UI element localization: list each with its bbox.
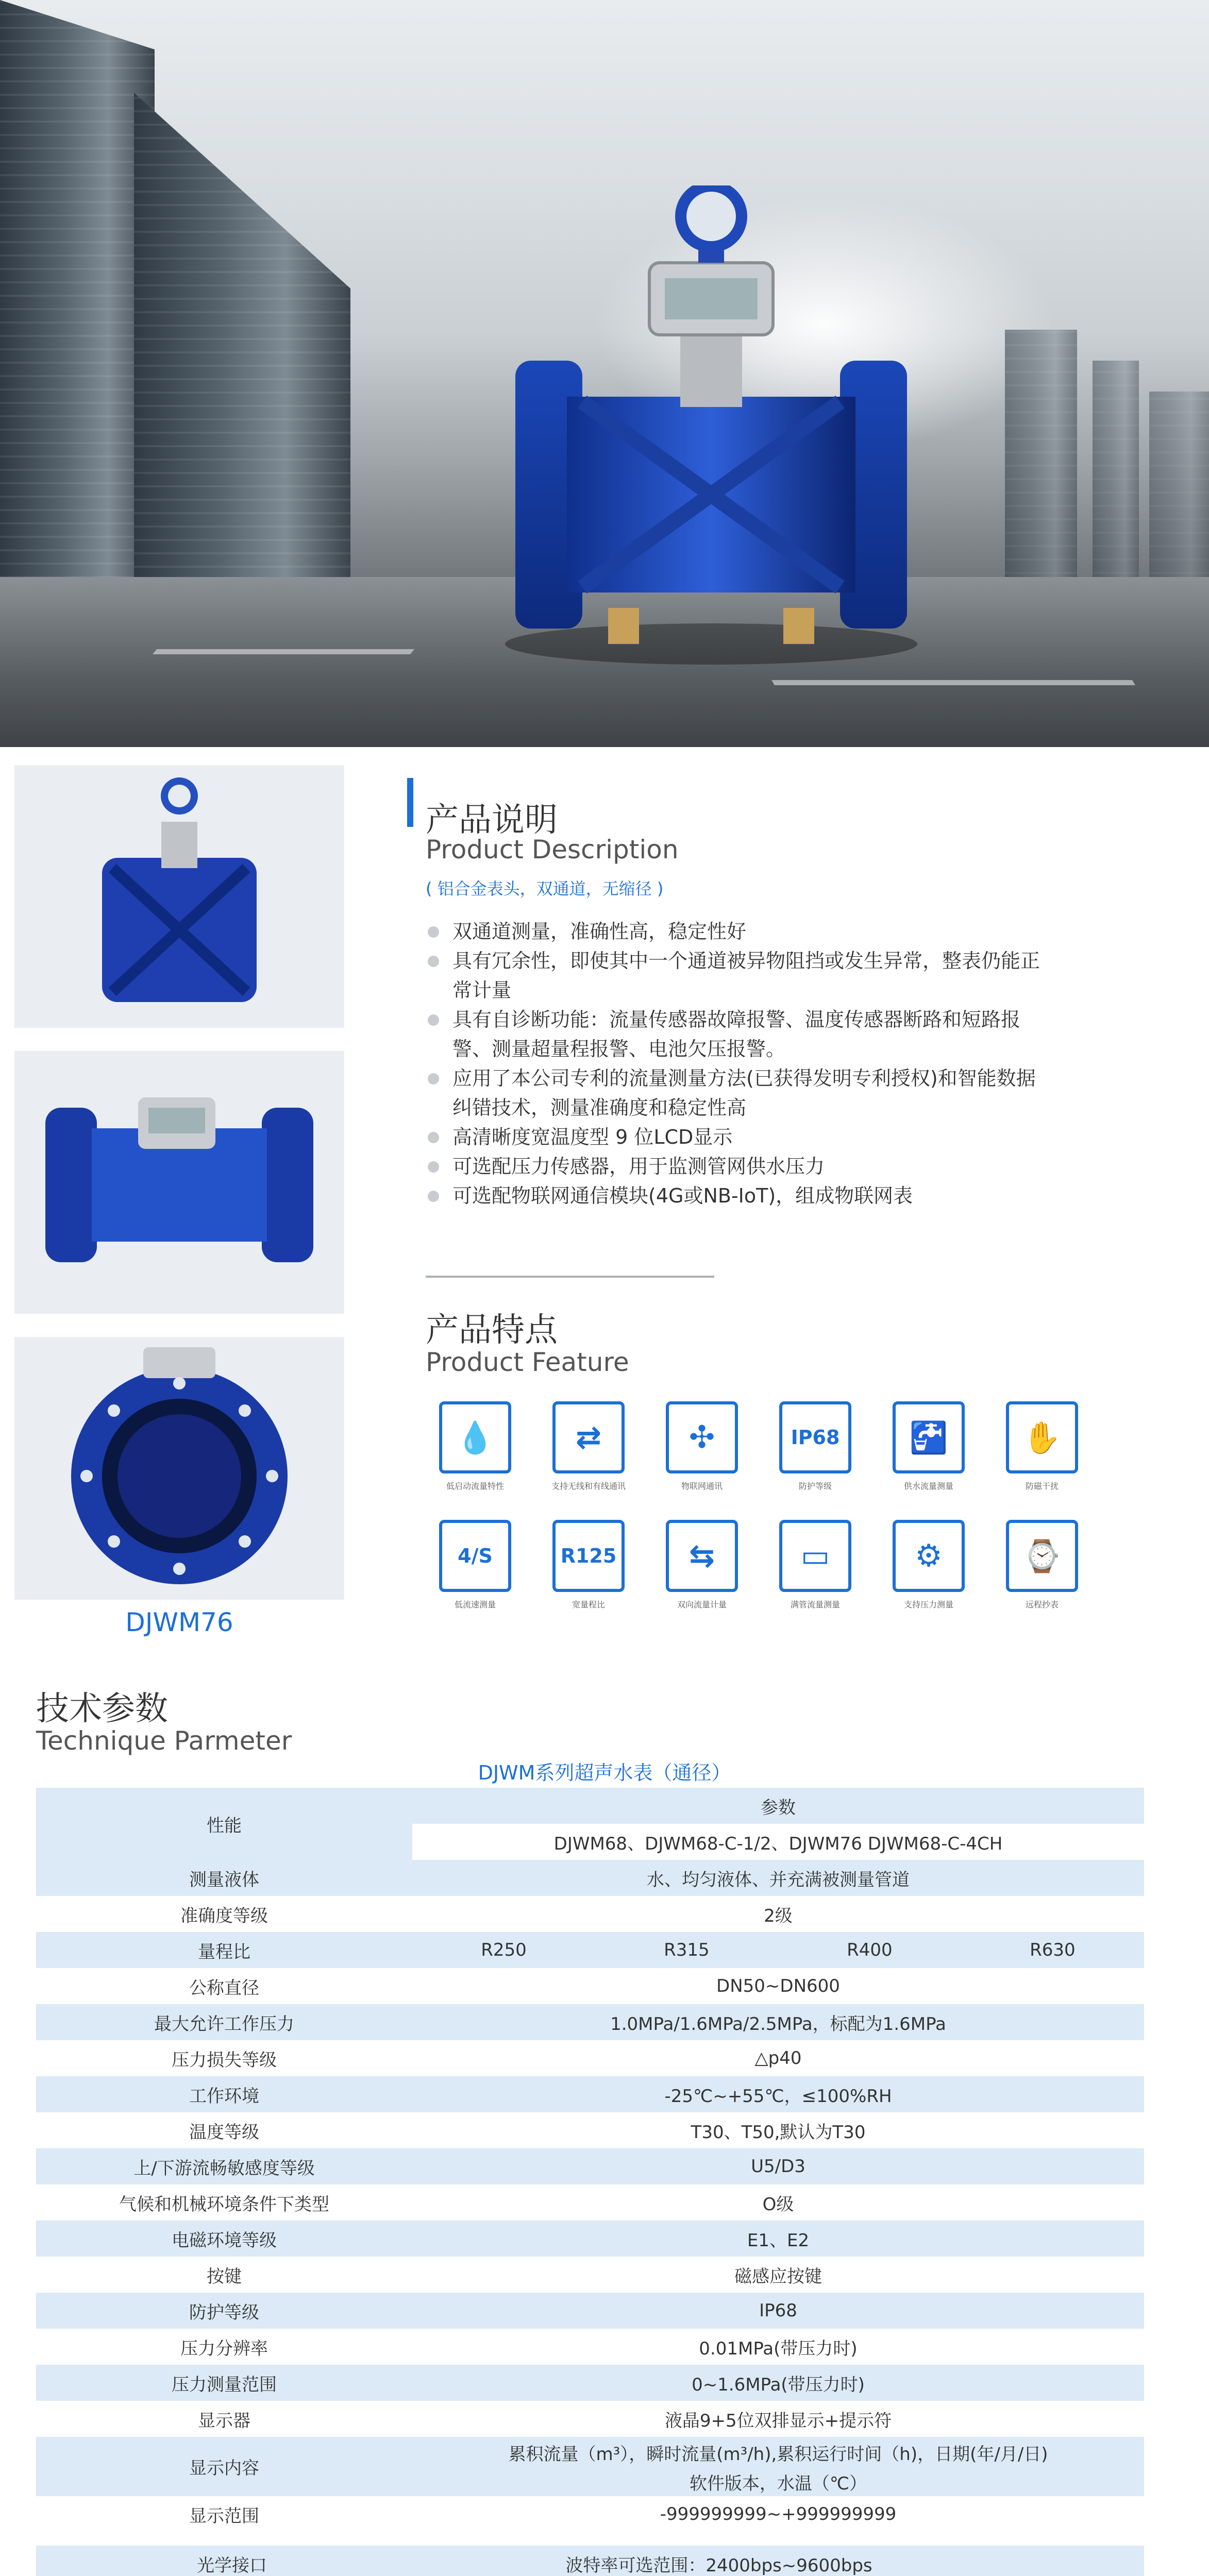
building-left-2 [134, 93, 350, 608]
product-feature-title-en: Product Feature [426, 1347, 629, 1377]
usb-wifi-icon: ⇄ [552, 1401, 625, 1473]
desc-item: 可选配压力传感器，用于监测管网供水压力 [428, 1152, 1046, 1181]
anti-tamper-icon: ✋ [1006, 1401, 1078, 1473]
spec-value: R250 [412, 1932, 595, 1968]
spec-key: 工作环境 [36, 2076, 412, 2112]
feature-label: 低流速测量 [454, 1600, 496, 1609]
meter-photo-flange [14, 1337, 344, 1600]
feature-label: 双向流量计量 [677, 1600, 727, 1609]
model-label: DJWM76 [125, 1607, 233, 1637]
spec-value: U5/D3 [412, 2148, 1144, 2184]
spec-key: 准确度等级 [36, 1896, 412, 1932]
spec-key: 上/下游流畅敏感度等级 [36, 2148, 412, 2184]
spec-subkey: 光学接口 [170, 2546, 294, 2576]
spec-key: 电磁环境等级 [36, 2221, 412, 2257]
ultrasonic-meter-image [495, 185, 928, 680]
desc-item: 具有自诊断功能：流量传感器故障报警、温度传感器断路和短路报警、测量超量程报警、电池欠压报警。 [428, 1005, 1046, 1064]
four-s-icon: 4/S [439, 1520, 511, 1592]
spec-value: DN50~DN600 [412, 1968, 1144, 2004]
desc-item: 可选配物联网通信模块(4G或NB-IoT)，组成物联网表 [428, 1181, 1046, 1211]
feature-label: 物联网通讯 [681, 1481, 723, 1491]
building-left [0, 0, 155, 618]
spec-value: 2级 [412, 1896, 1144, 1932]
feature-label: 满管流量测量 [790, 1600, 840, 1609]
spec-value: R400 [778, 1932, 961, 1968]
building-right-3 [1149, 392, 1209, 587]
spec-value: 参数 [412, 1788, 1144, 1824]
spec-value: -25℃~+55℃，≤100%RH [412, 2076, 1144, 2112]
r125-icon: R125 [552, 1520, 625, 1592]
desc-item: 应用了本公司专利的流量测量方法(已获得发明专利授权)和智能数据纠错技术，测量准确度和稳定性高 [428, 1064, 1046, 1123]
tech-title: 技术参数 [36, 1690, 168, 1728]
spec-table-title: DJWM系列超声水表（通径） [478, 1761, 731, 1784]
spec-value: 磁感应按键 [412, 2257, 1144, 2293]
spec-value: 软件版本，水温（℃） [412, 2468, 1144, 2496]
spec-key [36, 2546, 170, 2576]
desc-item: 具有冗余性，即使其中一个通道被异物阻挡或发生异常，整表仍能正常计量 [428, 946, 1046, 1005]
tap-icon: 🚰 [893, 1401, 965, 1473]
spec-value: O级 [412, 2184, 1144, 2221]
feature-label: 支持无线和有线通讯 [551, 1481, 626, 1491]
sensor-icon: ⚙ [893, 1520, 965, 1592]
product-photo-2 [14, 1051, 344, 1314]
spec-key: 最大允许工作压力 [36, 2004, 412, 2040]
product-photo-3 [14, 1337, 344, 1600]
meter-dial-icon: ⌚ [1006, 1520, 1078, 1592]
feature-label: 防护等级 [798, 1481, 832, 1491]
product-feature-title: 产品特点 [426, 1311, 558, 1349]
spec-value: T30、T50,默认为T30 [412, 2112, 1144, 2148]
pipe-icon: ▭ [779, 1520, 851, 1592]
spec-key: 气候和机械环境条件下类型 [36, 2184, 412, 2221]
ip68-icon: IP68 [779, 1401, 851, 1473]
spec-value: IP68 [412, 2293, 1144, 2329]
spec-value: 累积流量（m³），瞬时流量(m³/h),累积运行时间（h)，日期(年/月/日) [412, 2437, 1144, 2468]
spec-key: 按键 [36, 2257, 412, 2293]
building-right-2 [1093, 361, 1139, 587]
feature-label: 支持压力测量 [903, 1600, 953, 1609]
spec-key: 公称直径 [36, 1968, 412, 2004]
product-desc-title-en: Product Description [426, 835, 679, 865]
road-line [153, 649, 414, 654]
spec-value: R315 [595, 1932, 778, 1968]
product-desc-list [428, 917, 1046, 1211]
meter-photo-side [14, 1051, 344, 1314]
spec-key: 压力测量范围 [36, 2365, 412, 2401]
divider [426, 1276, 714, 1278]
spec-key: 显示内容 [36, 2437, 412, 2496]
spec-value: △p40 [412, 2040, 1144, 2076]
spec-value: 0.01MPa(带压力时) [412, 2329, 1144, 2365]
product-desc-title: 产品说明 [426, 801, 558, 839]
building-right [1005, 330, 1077, 587]
spec-value: 水、均匀液体、并充满被测量管道 [412, 1860, 1144, 1896]
feature-label: 低启动流量特性 [446, 1481, 504, 1491]
spec-value: 液晶9+5位双排显示+提示符 [412, 2401, 1144, 2437]
spec-value: DJWM68、DJWM68-C-1/2、DJWM76 DJWM68-C-4CH [412, 1824, 1144, 1860]
product-photo-1 [14, 765, 344, 1028]
spec-key: 量程比 [36, 1932, 412, 1968]
spec-value: R630 [961, 1932, 1144, 1968]
water-drop-icon: 💧 [439, 1401, 511, 1473]
spec-value: 1.0MPa/1.6MPa/2.5MPa，标配为1.6MPa [412, 2004, 1144, 2040]
spec-table [36, 1788, 1144, 2532]
comm-spec-table [36, 2546, 1144, 2576]
spec-value: E1、E2 [412, 2221, 1144, 2257]
feature-label: 供水流量测量 [903, 1481, 953, 1491]
meter-photo-front [14, 765, 344, 1028]
spec-value: -999999999~+999999999 [412, 2496, 1144, 2532]
spec-key: 压力损失等级 [36, 2040, 412, 2076]
spec-value: 0~1.6MPa(带压力时) [412, 2365, 1144, 2401]
spec-key: 性能 [36, 1788, 412, 1860]
spec-key: 防护等级 [36, 2293, 412, 2329]
spec-value: 波特率可选范围：2400bps~9600bps [294, 2546, 1144, 2576]
desc-item: 双通道测量，准确性高，稳定性好 [428, 917, 1046, 946]
network-icon: ✣ [666, 1401, 738, 1473]
feature-label: 远程抄表 [1025, 1600, 1059, 1609]
feature-label: 宽量程比 [572, 1600, 605, 1609]
spec-key: 显示范围 [36, 2496, 412, 2532]
road-line [771, 680, 1135, 685]
desc-item: 高清晰度宽温度型 9 位LCD显示 [428, 1123, 1046, 1152]
spec-key: 显示器 [36, 2401, 412, 2437]
hero-banner [0, 0, 1209, 747]
feature-label: 防磁干扰 [1025, 1481, 1059, 1491]
spec-key: 压力分辨率 [36, 2329, 412, 2365]
product-desc-tagline: ( 铝合金表头，双通道，无缩径 ) [426, 879, 664, 899]
spec-key: 测量液体 [36, 1860, 412, 1896]
tech-title-en: Technique Parmeter [36, 1726, 292, 1756]
title-accent-bar [407, 778, 413, 827]
bidirectional-icon: ⇆ [666, 1520, 738, 1592]
spec-key: 温度等级 [36, 2112, 412, 2148]
